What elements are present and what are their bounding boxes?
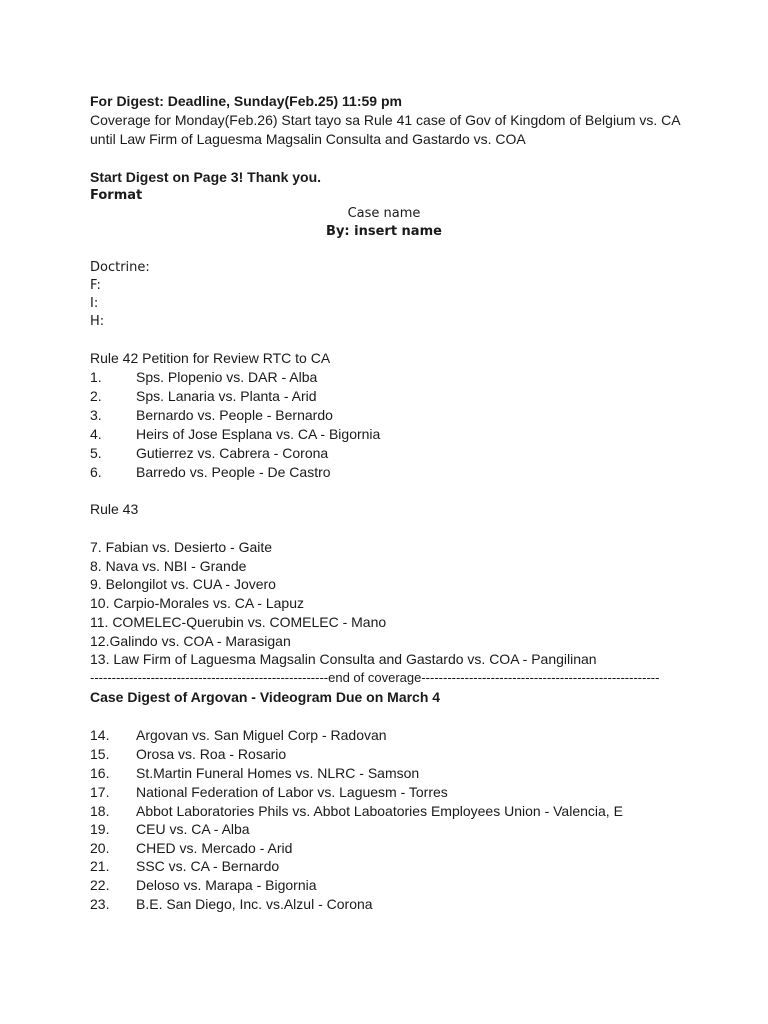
list-item-number: 14. [90, 727, 110, 743]
list-item: Sps. Lanaria vs. Planta - Arid [136, 388, 317, 404]
format-i: I: [90, 296, 99, 311]
list-item-number: 4. [90, 426, 102, 442]
start-digest-note: Start Digest on Page 3! Thank you. [90, 169, 322, 185]
list-item: Orosa vs. Roa - Rosario [136, 746, 287, 762]
list-item-number: 2. [90, 388, 102, 404]
format-h: H: [90, 314, 105, 329]
list-item: St.Martin Funeral Homes vs. NLRC - Samson [136, 765, 420, 781]
list-item: 8. Nava vs. NBI - Grande [90, 558, 247, 574]
list-item: Bernardo vs. People - Bernardo [136, 407, 333, 423]
list-item-number: 20. [90, 840, 110, 856]
list-item-number: 21. [90, 858, 110, 874]
rule42-title: Rule 42 Petition for Review RTC to CA [90, 350, 331, 366]
argovan-title: Case Digest of Argovan - Videogram Due on March 4 [90, 689, 441, 705]
divider-dashes-left: ------------------------------------------------------- [90, 670, 329, 685]
end-of-coverage-divider [90, 669, 680, 687]
list-item-number: 17. [90, 784, 110, 800]
format-f: F: [90, 278, 101, 293]
list-item-number: 18. [90, 803, 110, 819]
format-doctrine: Doctrine: [90, 260, 150, 275]
list-item-number: 15. [90, 746, 110, 762]
list-item: Argovan vs. San Miguel Corp - Radovan [136, 727, 387, 743]
list-item-number: 23. [90, 896, 110, 912]
list-item-number: 6. [90, 464, 102, 480]
list-item: Deloso vs. Marapa - Bigornia [136, 877, 317, 893]
format-case-name: Case name [347, 206, 421, 221]
list-item-number: 16. [90, 765, 110, 781]
coverage-line-1: Coverage for Monday(Feb.26) Start tayo sa Rule 41 case of Gov of Kingdom of Belgium vs. CA [90, 112, 681, 128]
list-item-number: 3. [90, 407, 102, 423]
list-item: 10. Carpio-Morales vs. CA - Lapuz [90, 595, 304, 611]
list-item: 12.Galindo vs. COA - Marasigan [90, 633, 291, 649]
list-item: Abbot Laboratories Phils vs. Abbot Laboatories Employees Union - Valencia, E [136, 803, 623, 819]
list-item: SSC vs. CA - Bernardo [136, 858, 280, 874]
list-item: Heirs of Jose Esplana vs. CA - Bigornia [136, 426, 381, 442]
format-label: Format [90, 188, 143, 203]
list-item: Barredo vs. People - De Castro [136, 464, 331, 480]
deadline-heading: For Digest: Deadline, Sunday(Feb.25) 11:59 pm [90, 93, 402, 109]
rule43-title: Rule 43 [90, 501, 139, 517]
list-item: Sps. Plopenio vs. DAR - Alba [136, 369, 318, 385]
list-item: Gutierrez vs. Cabrera - Corona [136, 445, 329, 461]
list-item: B.E. San Diego, Inc. vs.Alzul - Corona [136, 896, 373, 912]
divider-dashes-right: ------------------------------------------------------- [421, 670, 660, 685]
format-by-line: By: insert name [326, 224, 442, 239]
list-item: CHED vs. Mercado - Arid [136, 840, 293, 856]
list-item: CEU vs. CA - Alba [136, 821, 250, 837]
list-item-number: 22. [90, 877, 110, 893]
divider-label: end of coverage [328, 670, 422, 685]
list-item-number: 1. [90, 369, 102, 385]
list-item-number: 5. [90, 445, 102, 461]
list-item: 11. COMELEC-Querubin vs. COMELEC - Mano [90, 614, 387, 630]
list-item: 13. Law Firm of Laguesma Magsalin Consulta and Gastardo vs. COA - Pangilinan [90, 651, 597, 667]
list-item: 9. Belongilot vs. CUA - Jovero [90, 576, 276, 592]
list-item: 7. Fabian vs. Desierto - Gaite [90, 539, 273, 555]
list-item-number: 19. [90, 821, 110, 837]
list-item: National Federation of Labor vs. Laguesm - Torres [136, 784, 448, 800]
coverage-line-2: until Law Firm of Laguesma Magsalin Consulta and Gastardo vs. COA [90, 131, 526, 147]
